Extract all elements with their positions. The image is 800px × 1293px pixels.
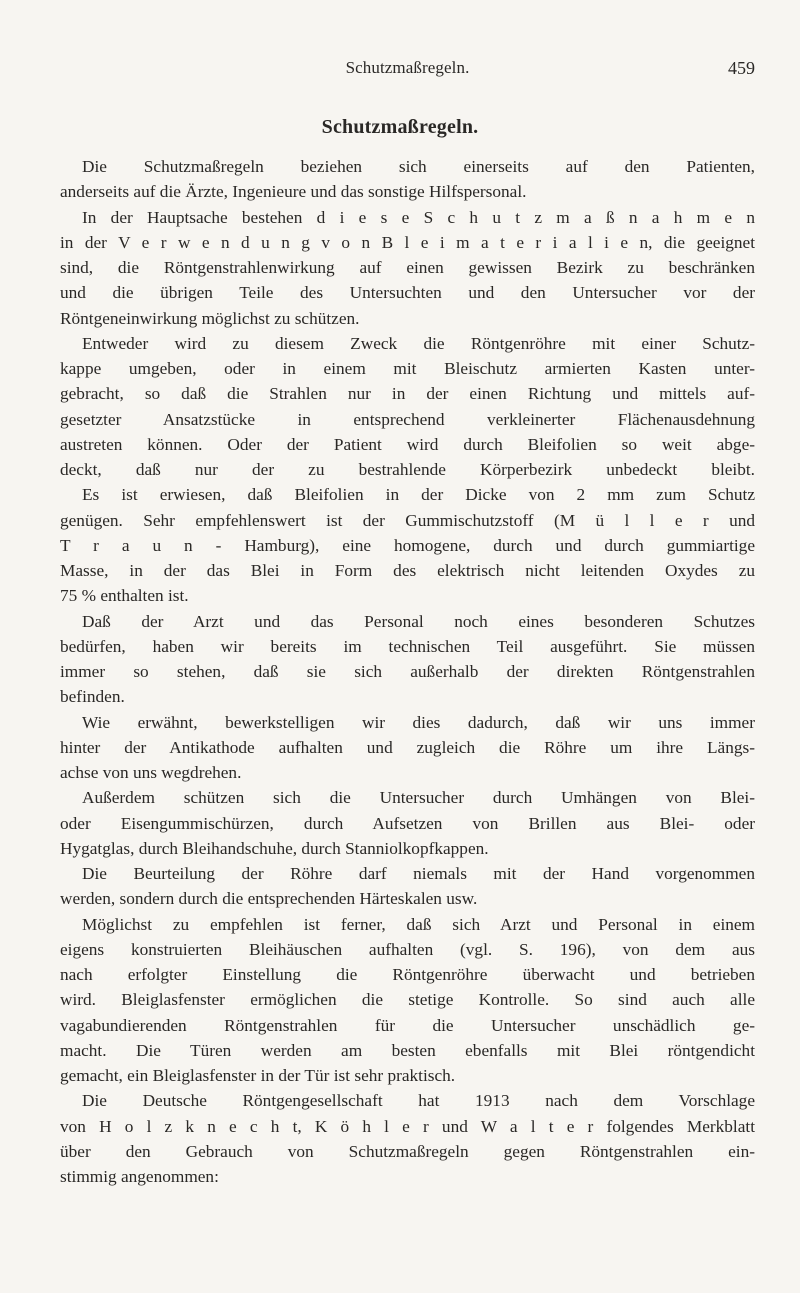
text-line: Wie erwähnt, bewerkstelligen wir dies dadurch, daß wir uns immer [82, 712, 755, 732]
body-text [60, 154, 755, 1189]
text-line: gemacht, ein Bleiglasfenster in der Tür ist sehr praktisch. [60, 1066, 456, 1085]
text-line: Masse, in der das Blei in Form des elektrisch nicht leitenden Oxydes zu [60, 561, 755, 580]
text-line: oder Eisengummischürzen, durch Aufsetzen von Brillen aus Blei- oder [60, 813, 755, 833]
text-line: nach erfolgter Einstellung die Röntgenröhre überwacht und betrieben [60, 965, 755, 984]
text-line: In der Hauptsache bestehen d i e s e S c h u t z m a ß n a h m e n [82, 207, 755, 227]
text-line: bedürfen, haben wir bereits im technischen Teil ausgeführt. Sie müssen [60, 636, 755, 656]
text-line: gebracht, so daß die Strahlen nur in der einen Richtung und mittels auf- [60, 384, 755, 404]
text-line: genügen. Sehr empfehlenswert ist der Gummischutzstoff (M ü l l e r und [60, 510, 755, 530]
text-line: befinden. [60, 687, 125, 707]
text-line: achse von uns wegdrehen. [60, 763, 242, 782]
text-line: 75 % enthalten ist. [60, 586, 189, 606]
text-line: Die Schutzmaßregeln beziehen sich einerseits auf den Patienten, [82, 157, 755, 176]
text-line: Möglichst zu empfehlen ist ferner, daß sich Arzt und Personal in einem [82, 914, 755, 934]
text-line: Die Beurteilung der Röhre darf niemals mit der Hand vorgenommen [82, 864, 755, 883]
text-line: macht. Die Türen werden am besten ebenfalls mit Blei röntgendicht [60, 1040, 755, 1060]
text-line: hinter der Antikathode aufhalten und zugleich die Röhre um ihre Längs- [60, 737, 755, 757]
text-line: stimmig angenommen: [60, 1167, 219, 1186]
text-line: Röntgeneinwirkung möglichst zu schützen. [60, 308, 360, 328]
text-line: werden, sondern durch die entsprechenden Härteskalen usw. [60, 889, 478, 909]
text-line: immer so stehen, daß sie sich außerhalb der direkten Röntgenstrahlen [60, 662, 755, 681]
text-line: Hygatglas, durch Bleihandschuhe, durch Stanniolkopfkappen. [60, 838, 489, 858]
text-line: gesetzter Ansatzstücke in entsprechend verkleinerter Flächenausdehnung [60, 409, 755, 429]
text-line: Daß der Arzt und das Personal noch eines besonderen Schutzes [82, 611, 755, 631]
text-line: deckt, daß nur der zu bestrahlende Körperbezirk unbedeckt bleibt. [60, 460, 755, 479]
text-line: eigens konstruierten Bleihäuschen aufhalten (vgl. S. 196), von dem aus [60, 939, 755, 959]
running-header [60, 58, 755, 86]
text-line: Die Deutsche Röntgengesellschaft hat 1913 nach dem Vorschlage [82, 1091, 755, 1111]
text-line: Entweder wird zu diesem Zweck die Röntgenröhre mit einer Schutz- [82, 333, 755, 353]
text-line: sind, die Röntgenstrahlenwirkung auf einen gewissen Bezirk zu beschränken [60, 258, 755, 277]
section-title: Schutzmaßregeln. [321, 116, 479, 138]
text-line: wird. Bleiglasfenster ermöglichen die stetige Kontrolle. So sind auch alle [60, 990, 755, 1010]
text-line: in der V e r w e n d u n g v o n B l e i m a t e r i a l i e n, die geeignet [60, 232, 755, 252]
text-line: Außerdem schützen sich die Untersucher durch Umhängen von Blei- [82, 788, 755, 808]
text-line: von H o l z k n e c h t, K ö h l e r und W a l t e r folgendes Merkblatt [60, 1116, 755, 1136]
page-number: 459 [728, 58, 755, 78]
text-line: vagabundierenden Röntgenstrahlen für die Untersucher unschädlich ge- [60, 1015, 755, 1035]
text-line: anderseits auf die Ärzte, Ingenieure und das sonstige Hilfspersonal. [60, 182, 527, 202]
text-line: über den Gebrauch von Schutzmaßregeln gegen Röntgenstrahlen ein- [60, 1141, 755, 1161]
running-title: Schutzmaßregeln. [345, 58, 470, 77]
text-line: T r a u n - Hamburg), eine homogene, durch und durch gummiartige [60, 535, 755, 555]
text-line: austreten können. Oder der Patient wird durch Bleifolien so weit abge- [60, 434, 755, 454]
text-line: Es ist erwiesen, daß Bleifolien in der Dicke von 2 mm zum Schutz [82, 485, 755, 505]
text-line: und die übrigen Teile des Untersuchten und den Untersucher vor der [60, 283, 755, 303]
text-line: kappe umgeben, oder in einem mit Bleischutz armierten Kasten unter- [60, 359, 755, 378]
